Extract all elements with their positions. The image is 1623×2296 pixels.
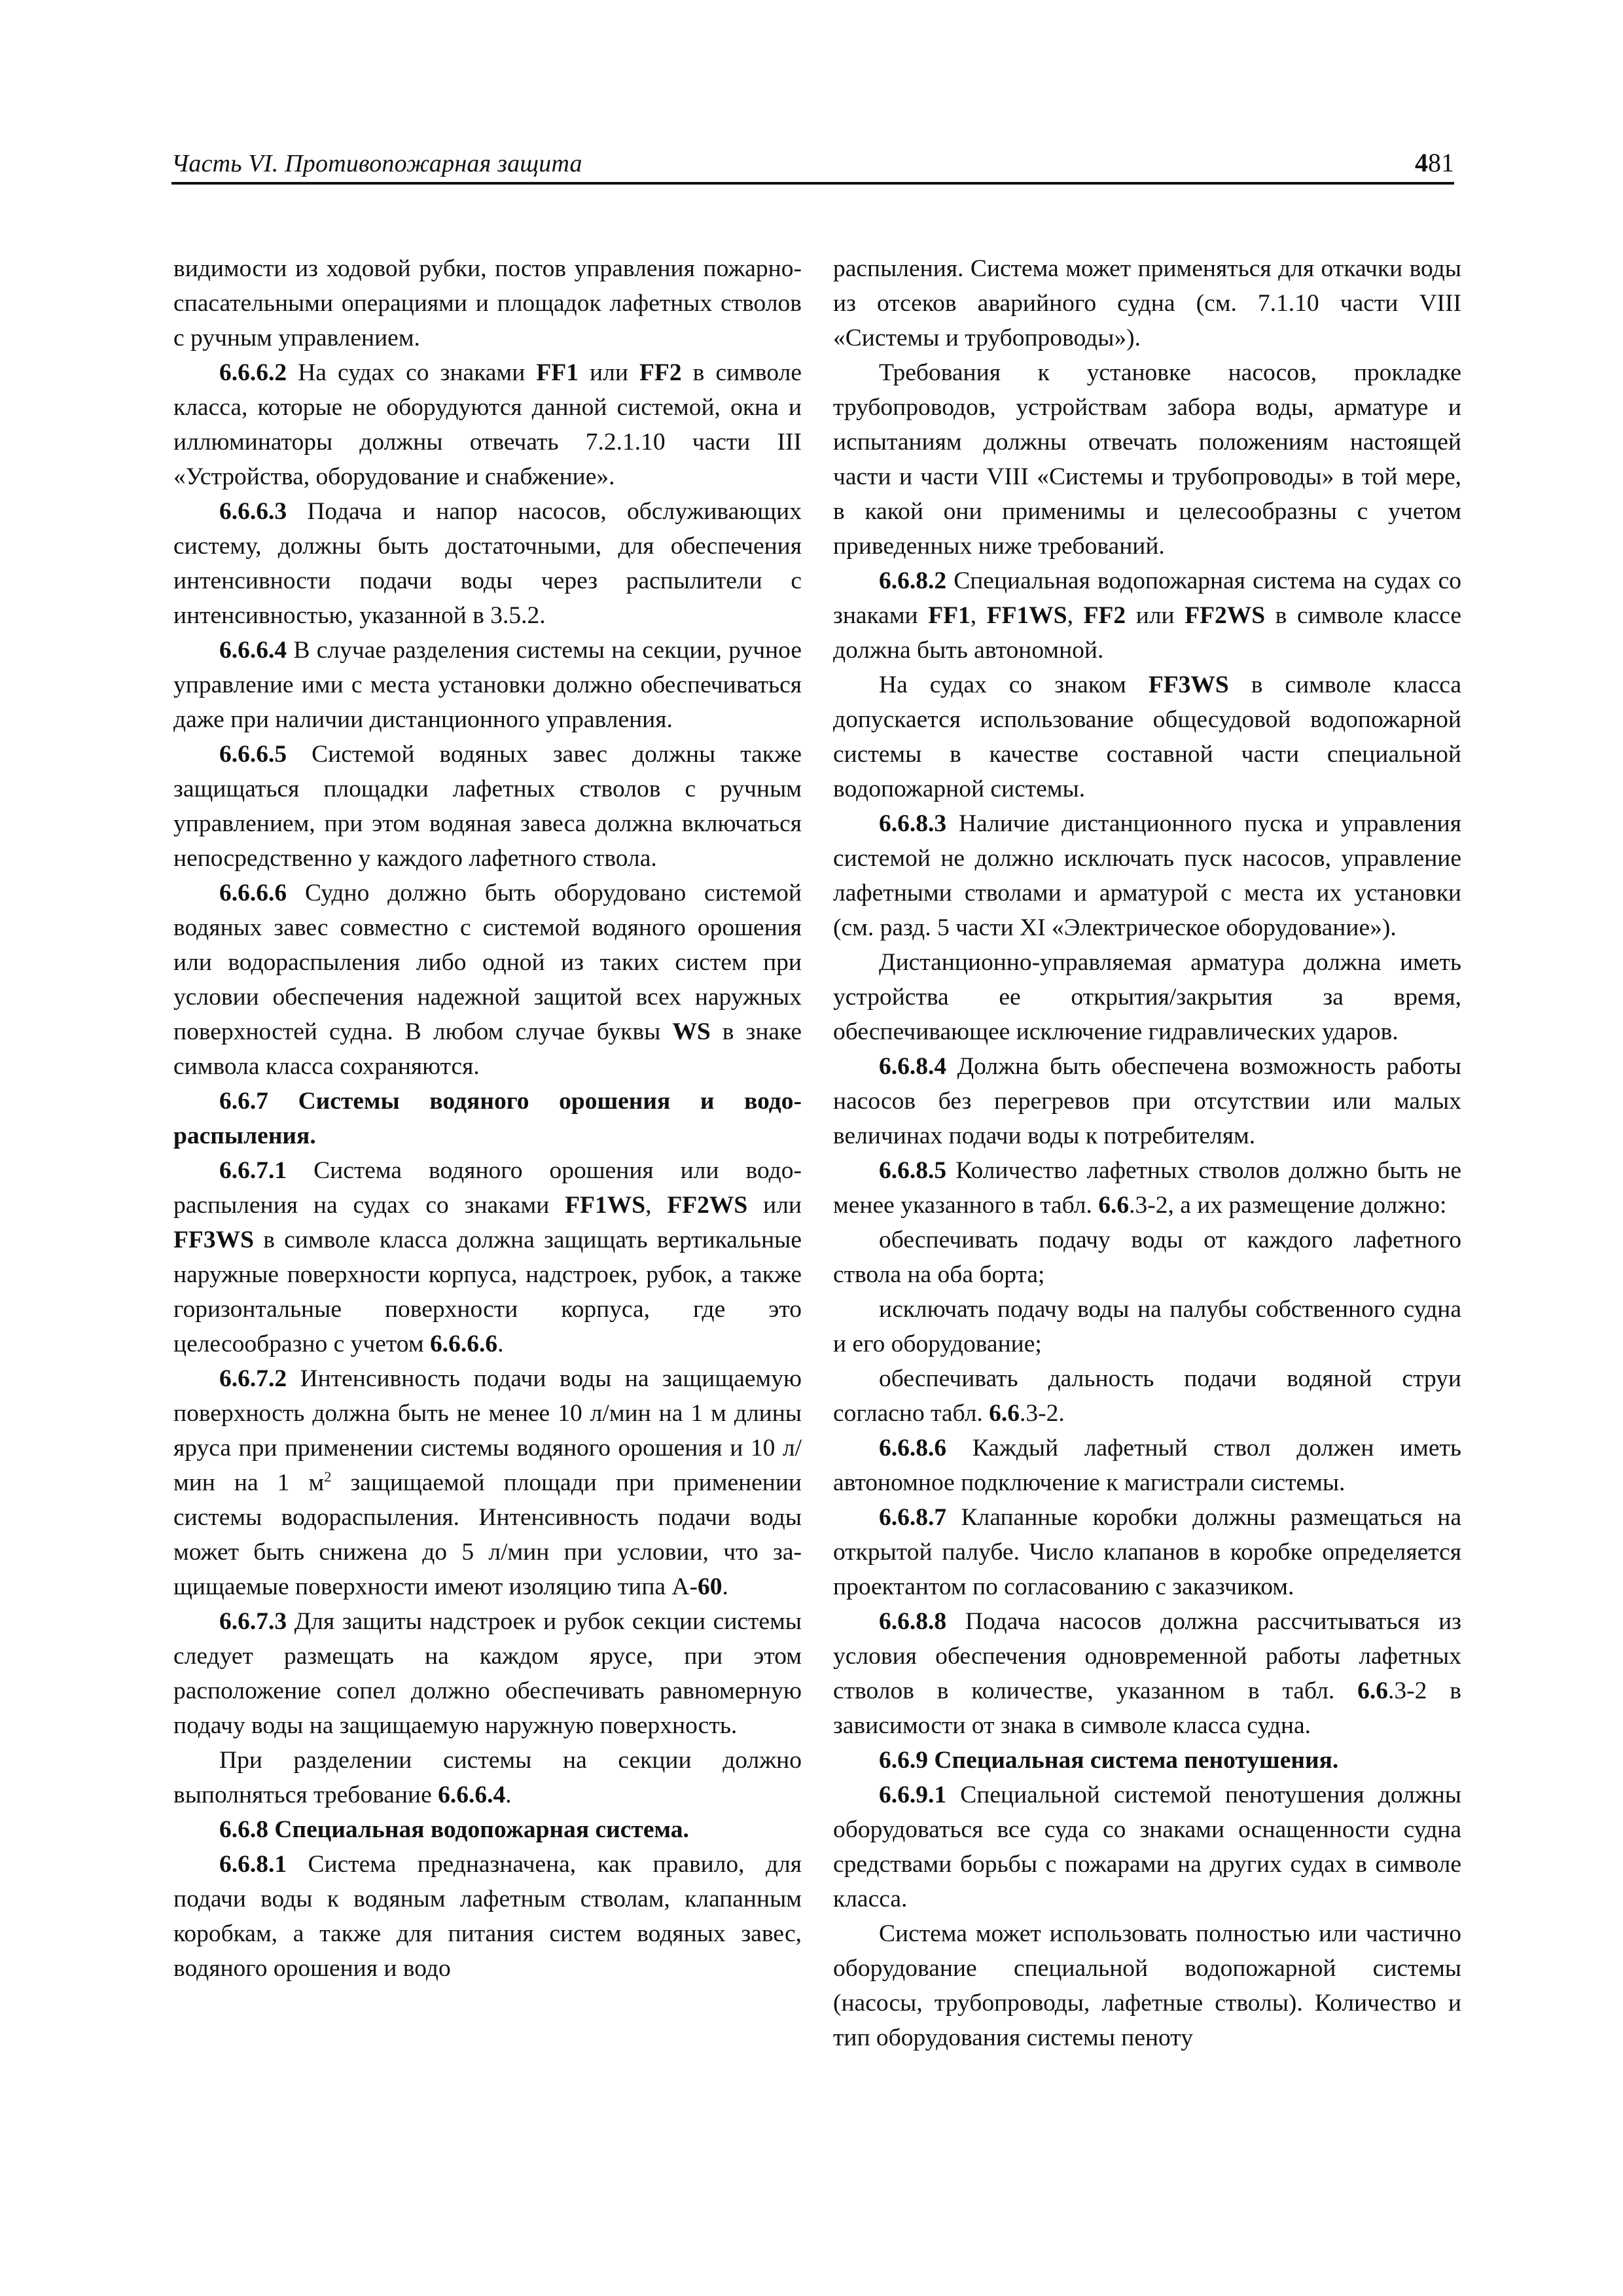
clause-text: , [645,1192,668,1219]
clause-text: Должна быть обеспечена возможность работы насосов без перегревов при отсутствии или малых величинах подачи воды к потребителям. [833,1053,1461,1149]
class-mark: FF1WS [986,602,1067,629]
clause-number: 6.6.8.3 [879,810,947,837]
cross-reference: 6.6 [1098,1192,1130,1219]
clause-number: 6.6.8.7 [879,1504,947,1531]
paragraph-text: в символе класса допускается использование общесудовой водопожарной системы в качестве составной части специальной водопожарной системы. [833,672,1461,802]
page-number-bold: 4 [1415,148,1428,177]
clause-number: 6.6.8.6 [879,1435,947,1462]
paragraph: Система может использовать полностью или частично оборудование специальной водопожарной системы (насосы, трубопроводы, лафетные стволы). Количество и тип оборудования системы пеноту [833,1920,1461,2051]
clause-number: 6.6.7.2 [219,1365,287,1392]
clause-6-6-8-5 [833,1153,1461,1223]
clause-text: Клапанные коробки должны размещаться на открытой палубе. Число клапанов в коробке определяется проектантом по согласованию с заказчиком. [833,1504,1461,1600]
clause-6-6-8-2 [833,564,1461,668]
class-mark: 60 [697,1573,722,1600]
cross-reference: 6.6.6.4 [438,1782,506,1808]
section-heading-6-6-9: 6.6.9 Специальная система пенотушения. [879,1747,1339,1774]
clause-6-6-8-8 [833,1604,1461,1743]
clause-number: 6.6.6.3 [219,498,287,525]
clause-number: 6.6.8.2 [879,567,947,594]
clause-6-6-8-1 [173,1847,802,1986]
clause-text: в символе класса, которые не оборудуются данной системой, окна и иллюминаторы должны отвечать 7.2.1.10 части III «Устройства, оборудование и снабжение». [173,359,802,490]
class-mark: FF1WS [565,1192,646,1219]
class-mark: FF2WS [1185,602,1266,629]
paragraph-text: На судах со знаком [879,672,1149,698]
class-mark: FF2 [639,359,682,386]
right-column [833,251,1461,2055]
cross-reference: 6.6 [1357,1677,1389,1704]
clause-text: Система предназначена, как правило, для подачи воды к водяным лафетным стволам, клапанным коробкам, а также для питания систем водяных завес, водяного орошения и водо [173,1851,802,1982]
clause-text: Система водяного орошения или водораспыления на судах со знаками [173,1157,802,1219]
class-mark: FF3WS [173,1227,254,1253]
clause-text: . [722,1573,728,1600]
section-heading-6-6-7: 6.6.7 Системы водяного орошения и водораспыления. [173,1088,802,1149]
cross-reference: 6.6.6.6 [429,1331,498,1357]
paragraph: Дистанционно-управляемая арматура должна иметь устройства ее открытия/закрытия за время, обеспечивающее исключение гидравлических ударов. [833,949,1461,1045]
clause-6-6-6-6 [173,876,802,1084]
page-number-rest: 81 [1428,148,1454,177]
paragraph [833,668,1461,806]
paragraph: видимости из ходовой рубки, постов управления пожарно-спасательными операциями и площадок лафетных стволов с ручным управлением. [173,255,802,351]
clause-text: Системой водяных завес должны также защищаться площадки лафетных стволов с ручным управлением, при этом водяная завеса должна включаться непосредственно у каждого лафетного ствола. [173,741,802,872]
clause-text: защищаемой площади при применении системы водораспыления. Интенсивность подачи воды может быть снижена до 5 л/мин при условии, что защищаемые поверхности имеют изоляцию типа А- [173,1469,802,1600]
class-mark: FF2 [1083,602,1126,629]
clause-number: 6.6.8.8 [879,1608,947,1635]
list-item: исключать подачу воды на палубы собственного судна и его оборудование; [833,1296,1461,1357]
clause-number: 6.6.6.6 [219,880,287,906]
clause-6-6-9-1 [833,1778,1461,1916]
clause-6-6-8-6 [833,1431,1461,1500]
clause-text: или [578,359,639,386]
clause-6-6-8-7 [833,1500,1461,1604]
clause-text: На судах со знаками [287,359,537,386]
clause-number: 6.6.7.3 [219,1608,287,1635]
class-mark: FF1 [536,359,579,386]
header-title: Часть VI. Противопожарная защита [171,150,582,177]
clause-6-6-6-5 [173,737,802,876]
left-column [173,251,802,1986]
clause-number: 6.6.6.2 [219,359,287,386]
clause-text: .3-2, а их размещение должно: [1129,1192,1447,1219]
clause-6-6-7-2 [173,1361,802,1604]
section-heading-6-6-8: 6.6.8 Специальная водопожарная система. [219,1816,689,1843]
paragraph [173,1743,802,1812]
clause-text: Интенсивность подачи воды на защищаемую поверхность должна быть не менее 10 л/мин на 1 м длины яруса при применении системы водяного орошения и 10 л/мин на 1 м [173,1365,802,1496]
paragraph-text: При разделении системы на секции должно выполняться требование [173,1747,802,1808]
cross-reference: 6.6 [989,1400,1020,1427]
clause-number: 6.6.8.4 [879,1053,947,1080]
paragraph: распыления. Система может применяться для откачки воды из отсеков аварийного судна (см. 7.1.10 части VIII «Системы и трубопроводы»). [833,255,1461,351]
clause-text: или [1126,602,1185,629]
clause-number: 6.6.6.5 [219,741,287,768]
clause-text: Подача и напор насосов, обслуживающих систему, должны быть достаточными, для обеспечения интенсивности подачи воды через распылители с интенсивностью, указанной в 3.5.2. [173,498,802,629]
class-mark: WS [672,1018,711,1045]
paragraph-text: . [505,1782,512,1808]
clause-6-6-6-4 [173,633,802,737]
list-item [833,1361,1461,1431]
clause-text: в символе класса должна защищать вертикальные наружные поверхности корпуса, надстроек, рубок, а также горизонтальные поверхности корпуса, где это целесообразно с учетом [173,1227,802,1357]
clause-text: или [747,1192,802,1219]
clause-number: 6.6.8.1 [219,1851,287,1878]
clause-6-6-6-3 [173,494,802,633]
clause-text: Специальной системой пенотушения должны оборудоваться все суда со знаками оснащенности судна средствами борьбы с пожарами на других судах в символе класса. [833,1782,1461,1912]
running-header [171,143,1454,185]
clause-number: 6.6.6.4 [219,637,287,664]
clause-6-6-8-4 [833,1049,1461,1153]
clause-6-6-8-3 [833,806,1461,945]
clause-text: Для защиты надстроек и рубок секции системы следует размещать на каждом ярусе, при этом расположение сопел должно обеспечивать равномерную подачу воды на защищаемую наружную поверхность. [173,1608,802,1739]
class-mark: FF1 [928,602,971,629]
page-number [1415,147,1454,178]
clause-number: 6.6.7.1 [219,1157,287,1184]
list-item-text: .3-2. [1020,1400,1065,1427]
clause-text: Каждый лафетный ствол должен иметь автономное подключение к магистрали системы. [833,1435,1461,1496]
list-item-text: обеспечивать дальность подачи водяной струи согласно табл. [833,1365,1461,1427]
clause-6-6-7-3 [173,1604,802,1743]
clause-6-6-6-2 [173,355,802,494]
clause-6-6-7-1 [173,1153,802,1361]
clause-text: .3-2 в зависимости от знака в символе класса судна. [833,1677,1461,1739]
clause-number: 6.6.8.5 [879,1157,947,1184]
superscript: 2 [324,1468,332,1485]
clause-text: в знаке символа класса сохраняются. [173,1018,802,1080]
clause-text: , [1067,602,1084,629]
list-item: обеспечивать подачу воды от каждого лафетного ствола на оба борта; [833,1227,1461,1288]
clause-text: . [497,1331,504,1357]
clause-text: Специальная водопожарная система на судах со знаками [833,567,1461,629]
class-mark: FF2WS [667,1192,748,1219]
paragraph: Требования к установке насосов, прокладке трубопроводов, устройствам забора воды, арматуре и испытаниям должны отвечать положениям настоящей части и части VIII «Системы и трубопроводы» в той мере, в какой они применимы и целесообразны с учетом приведенных ниже требований. [833,359,1461,560]
clause-text: Подача насосов должна рассчитываться из условия обеспечения одновременной работы лафетных стволов в количестве, указанном в табл. [833,1608,1461,1704]
clause-text: Наличие дистанционного пуска и управления системой не должно исключать пуск насосов, управление лафетными стволами и арматурой с места их установки (см. разд. 5 части XI «Электрическое оборудование»). [833,810,1461,941]
clause-text: Количество лафетных стволов должно быть не менее указанного в табл. [833,1157,1461,1219]
clause-text: В случае разделения системы на секции, ручное управление ими с места установки должно обеспечиваться даже при наличии дистанционного управления. [173,637,802,733]
clause-number: 6.6.9.1 [879,1782,947,1808]
clause-text: Судно должно быть оборудовано системой водяных завес совместно с системой водяного орошения или водораспыления либо одной из таких систем при условии обеспечения надежной защитой всех наружных поверхностей судна. В любом случае буквы [173,880,802,1045]
clause-text: , [970,602,987,629]
clause-text: в символе классе должна быть автономной. [833,602,1462,664]
class-mark: FF3WS [1148,672,1229,698]
